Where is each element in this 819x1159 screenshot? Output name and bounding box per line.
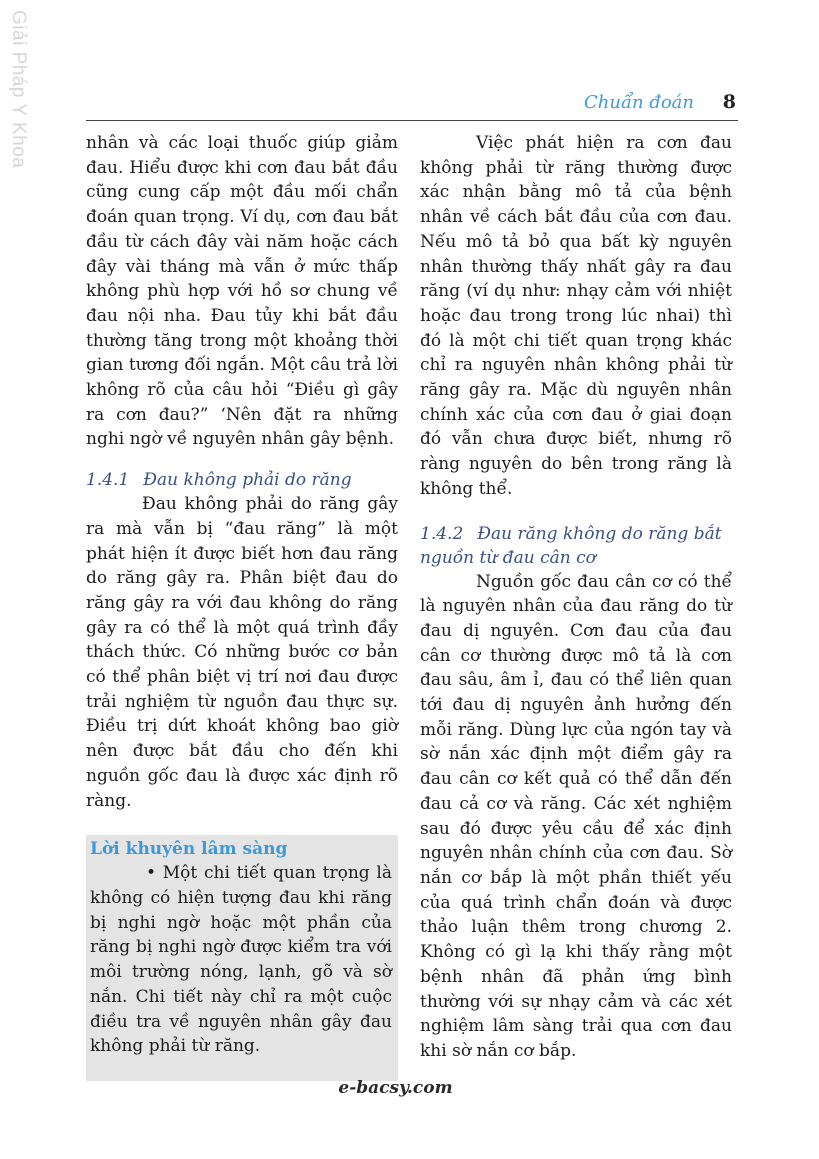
section-number: 1.4.2 — [420, 523, 464, 544]
right-paragraph-2: Nguồn gốc đau cân cơ có thể là nguyên nhân của đau răng do từ đau dị nguyên. Cơn đau của đau cân cơ thường được mô tả là cơn đau sâu, âm ỉ, đau có thể liên quan tới đau dị nguyên ảnh hưởng đến mỗi răng. Dùng lực của ngón tay và sờ nắn xác định một điểm gây ra đau cân cơ kết quả có thể dẫn đến đau cả cơ và răng. Các xét nghiệm sau đó được yêu cầu để xác định nguyên nhân chính của cơn đau. Sờ nắn cơ bắp là một phần thiết yếu của quá trình chẩn đoán và được thảo luận thêm trong chương 2. Không có gì lạ khi thấy rằng một bệnh nhân đã phản ứng bình thường với sự nhạy cảm và các xét nghiệm lâm sàng trải qua cơn đau khi sờ nắn cơ bắp. — [420, 571, 732, 1061]
page-number: 8 — [722, 91, 736, 113]
section-title: Đau không phải do răng — [143, 470, 352, 491]
right-column — [420, 131, 732, 1064]
section-heading-1-4-1 — [86, 468, 398, 492]
left-paragraph-2: Đau không phải do răng gây ra mà vẫn bị “đau răng” là một phát hiện ít được biết hơn đau răng do răng gây ra. Phân biệt đau do răng gây ra với đau không do răng gây ra có thể là một quá trình đầy thách thức. Có những bước cơ bản có thể phân biệt vị trí nơi đau được trải nghiệm từ nguồn đau thực sự. Điều trị dứt khoát không bao giờ nên được bắt đầu cho đến khi nguồn gốc đau là được xác định rõ ràng. — [86, 494, 398, 811]
chapter-title: Chuẩn đoán — [584, 92, 694, 113]
right-paragraph-1: Việc phát hiện ra cơn đau không phải từ răng thường được xác nhận bằng mô tả của bệnh nhân về cách bắt đầu của cơn đau. Nếu mô tả bỏ qua bất kỳ nguyên nhân thường thấy nhất gây ra đau răng (ví dụ như: nhạy cảm với nhiệt hoặc đau trong trong lúc nhai) thì đó là một chi tiết quan trọng khác chỉ ra nguyên nhân không phải từ răng gây ra. Mặc dù nguyên nhân chính xác của cơn đau ở giai đoạn đó vẫn chưa được biết, nhưng rõ ràng nguyên do bên trong răng là không thể. — [420, 133, 732, 499]
left-paragraph-1: nhân và các loại thuốc giúp giảm đau. Hiểu được khi cơn đau bắt đầu cũng cung cấp một đầu mối chẩn đoán quan trọng. Ví dụ, cơn đau bắt đầu từ cách đây vài năm hoặc cách đây vài tháng mà vẫn ở mức thấp không phù hợp với hồ sơ chung về đau nội nha. Đau tủy khi bắt đầu thường tăng trong một khoảng thời gian tương đối ngắn. Một câu trả lời không rõ của câu hỏi “Điều gì gây ra cơn đau?” ‘Nên đặt ra những nghi ngờ về nguyên nhân gây bệnh. — [86, 133, 398, 450]
footer-site — [0, 1078, 819, 1098]
side-watermark-label: Giải Pháp Y Khoa — [8, 10, 29, 169]
footer-site-text: e-bacsy.com — [338, 1078, 453, 1098]
page-header — [86, 90, 738, 122]
left-column — [86, 131, 398, 1081]
clinical-tip-box — [86, 835, 398, 1081]
clinical-tip-title: Lời khuyên lâm sàng — [90, 839, 288, 860]
section-title: Đau răng không do răng bắt nguồn từ đau cân cơ — [420, 523, 722, 568]
section-number: 1.4.1 — [86, 470, 130, 491]
clinical-tip-text: • Một chi tiết quan trọng là không có hiện tượng đau khi răng bị nghi ngờ hoặc một phần của răng bị nghi ngờ được kiểm tra với môi trường nóng, lạnh, gõ và sờ nắn. Chi tiết này chỉ ra một cuộc điều tra về nguyên nhân gây đau không phải từ răng. — [90, 863, 392, 1057]
header-divider — [86, 120, 738, 121]
section-heading-1-4-2 — [420, 522, 732, 570]
